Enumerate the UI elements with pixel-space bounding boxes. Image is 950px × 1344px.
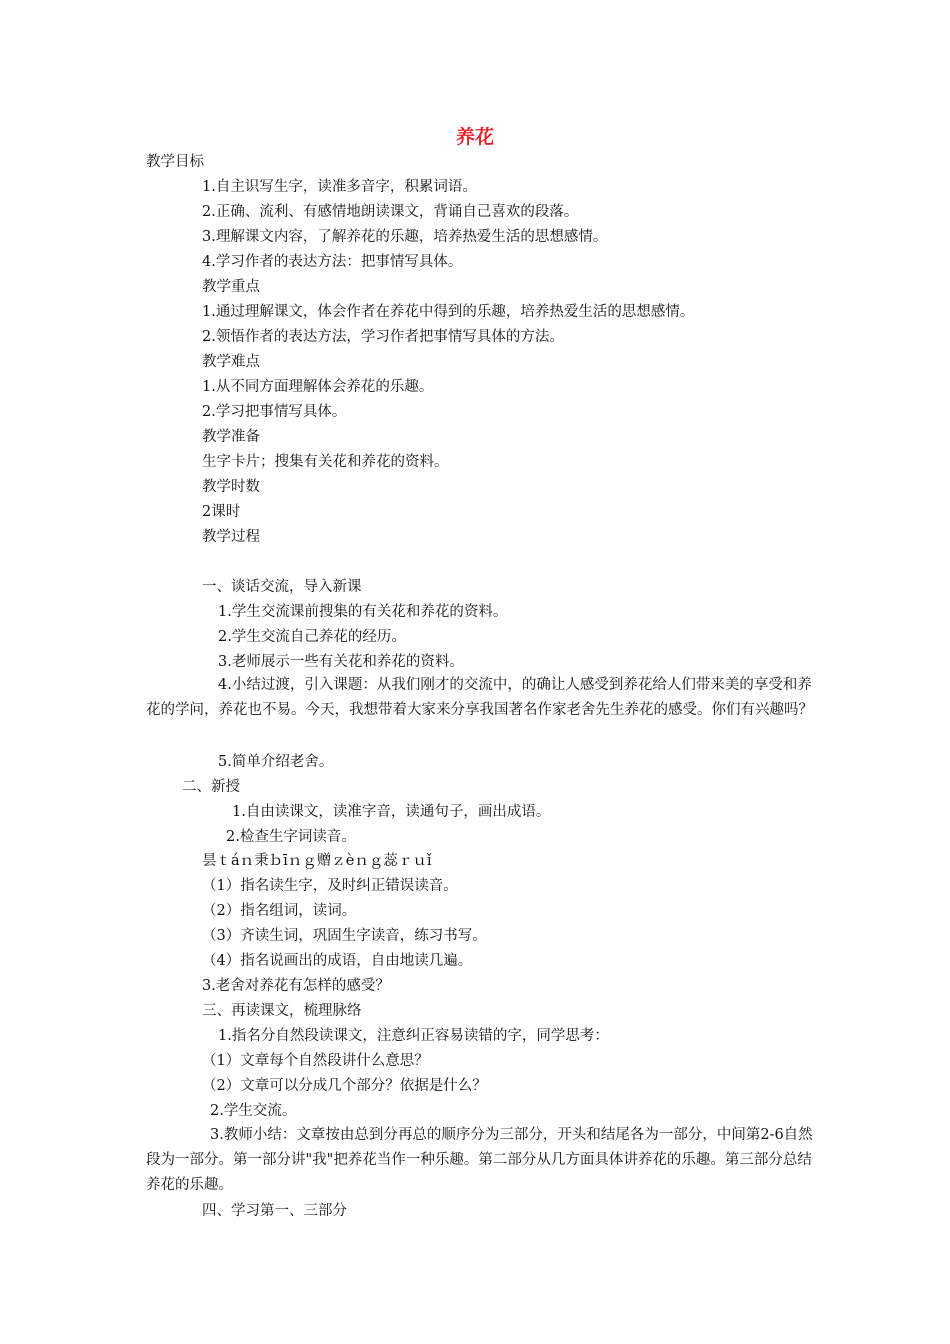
section-heading-process: 教学过程 [202, 529, 260, 545]
sub-step-item: （3）齐读生词，巩固生字读音，练习书写。 [202, 928, 487, 944]
step-item: 3.老舍对养花有怎样的感受？ [202, 978, 390, 994]
difficulty-item: 1.从不同方面理解体会养花的乐趣。 [202, 379, 434, 395]
section-heading-preparation: 教学准备 [202, 429, 260, 445]
step-item: 1.学生交流课前搜集的有关花和养花的资料。 [218, 604, 508, 620]
step-item: 2.检查生字词读音。 [226, 829, 356, 845]
section-heading-class-hours: 教学时数 [202, 479, 260, 495]
objective-item: 1.自主识写生字，读准多音字，积累词语。 [202, 179, 477, 195]
pinyin-line: 昙ｔáｎ秉ｂīｎｇ赠ｚèｎｇ蕊ｒｕǐ [202, 853, 432, 869]
sub-step-item: （4）指名说画出的成语，自由地读几遍。 [202, 953, 473, 969]
part-heading: 三、再读课文，梳理脉络 [202, 1003, 362, 1019]
key-point-item: 1.通过理解课文，体会作者在养花中得到的乐趣，培养热爱生活的思想感情。 [202, 304, 695, 320]
part-heading: 一、谈话交流，导入新课 [202, 579, 362, 595]
key-point-item: 2.领悟作者的表达方法，学习作者把事情写具体的方法。 [202, 329, 564, 345]
objective-item: 2.正确、流利、有感情地朗读课文，背诵自己喜欢的段落。 [202, 204, 579, 220]
sub-step-item: （1）文章每个自然段讲什么意思？ [202, 1053, 429, 1069]
summary-paragraph: 4.小结过渡，引入课题：从我们刚才的交流中，的确让人感受到养花给人们带来美的享受和养花的学问，养花也不易。今天，我想带着大家来分享我国著名作家老舍先生养花的感受。你们有兴趣吗？ [146, 677, 813, 718]
step-item: 5.简单介绍老舍。 [218, 754, 334, 770]
part-heading: 四、学习第一、三部分 [202, 1203, 347, 1219]
step-item: 2.学生交流自己养花的经历。 [218, 629, 406, 645]
step-item: 2.学生交流。 [210, 1103, 297, 1119]
class-hours-text: 2课时 [202, 504, 241, 520]
part-heading: 二、新授 [182, 779, 240, 795]
document-title: 养花 [455, 126, 494, 148]
step-item: 3.老师展示一些有关花和养花的资料。 [218, 654, 464, 670]
section-heading-difficulties: 教学难点 [202, 354, 260, 370]
preparation-text: 生字卡片；搜集有关花和养花的资料。 [202, 454, 449, 470]
sub-step-item: （2）文章可以分成几个部分？依据是什么？ [202, 1078, 487, 1094]
objective-item: 3.理解课文内容，了解养花的乐趣，培养热爱生活的思想感情。 [202, 229, 608, 245]
step-item: 1.指名分自然段读课文，注意纠正容易读错的字，同学思考： [218, 1028, 609, 1044]
teacher-summary-paragraph: 3.教师小结：文章按由总到分再总的顺序分为三部分，开头和结尾各为一部分，中间第2-6自然段为一部分。第一部分讲"我"把养花当作一种乐趣。第二部分从几方面具体讲养花的乐趣。第三部分总结养花的乐趣。 [146, 1127, 813, 1193]
section-heading-objectives: 教学目标 [146, 154, 204, 170]
difficulty-item: 2.学习把事情写具体。 [202, 404, 347, 420]
sub-step-item: （1）指名读生字，及时纠正错误读音。 [202, 878, 458, 894]
sub-step-item: （2）指名组词，读词。 [202, 903, 357, 919]
section-heading-key-points: 教学重点 [202, 279, 260, 295]
step-item: 1.自由读课文，读准字音，读通句子，画出成语。 [232, 804, 551, 820]
objective-item: 4.学习作者的表达方法：把事情写具体。 [202, 254, 463, 270]
